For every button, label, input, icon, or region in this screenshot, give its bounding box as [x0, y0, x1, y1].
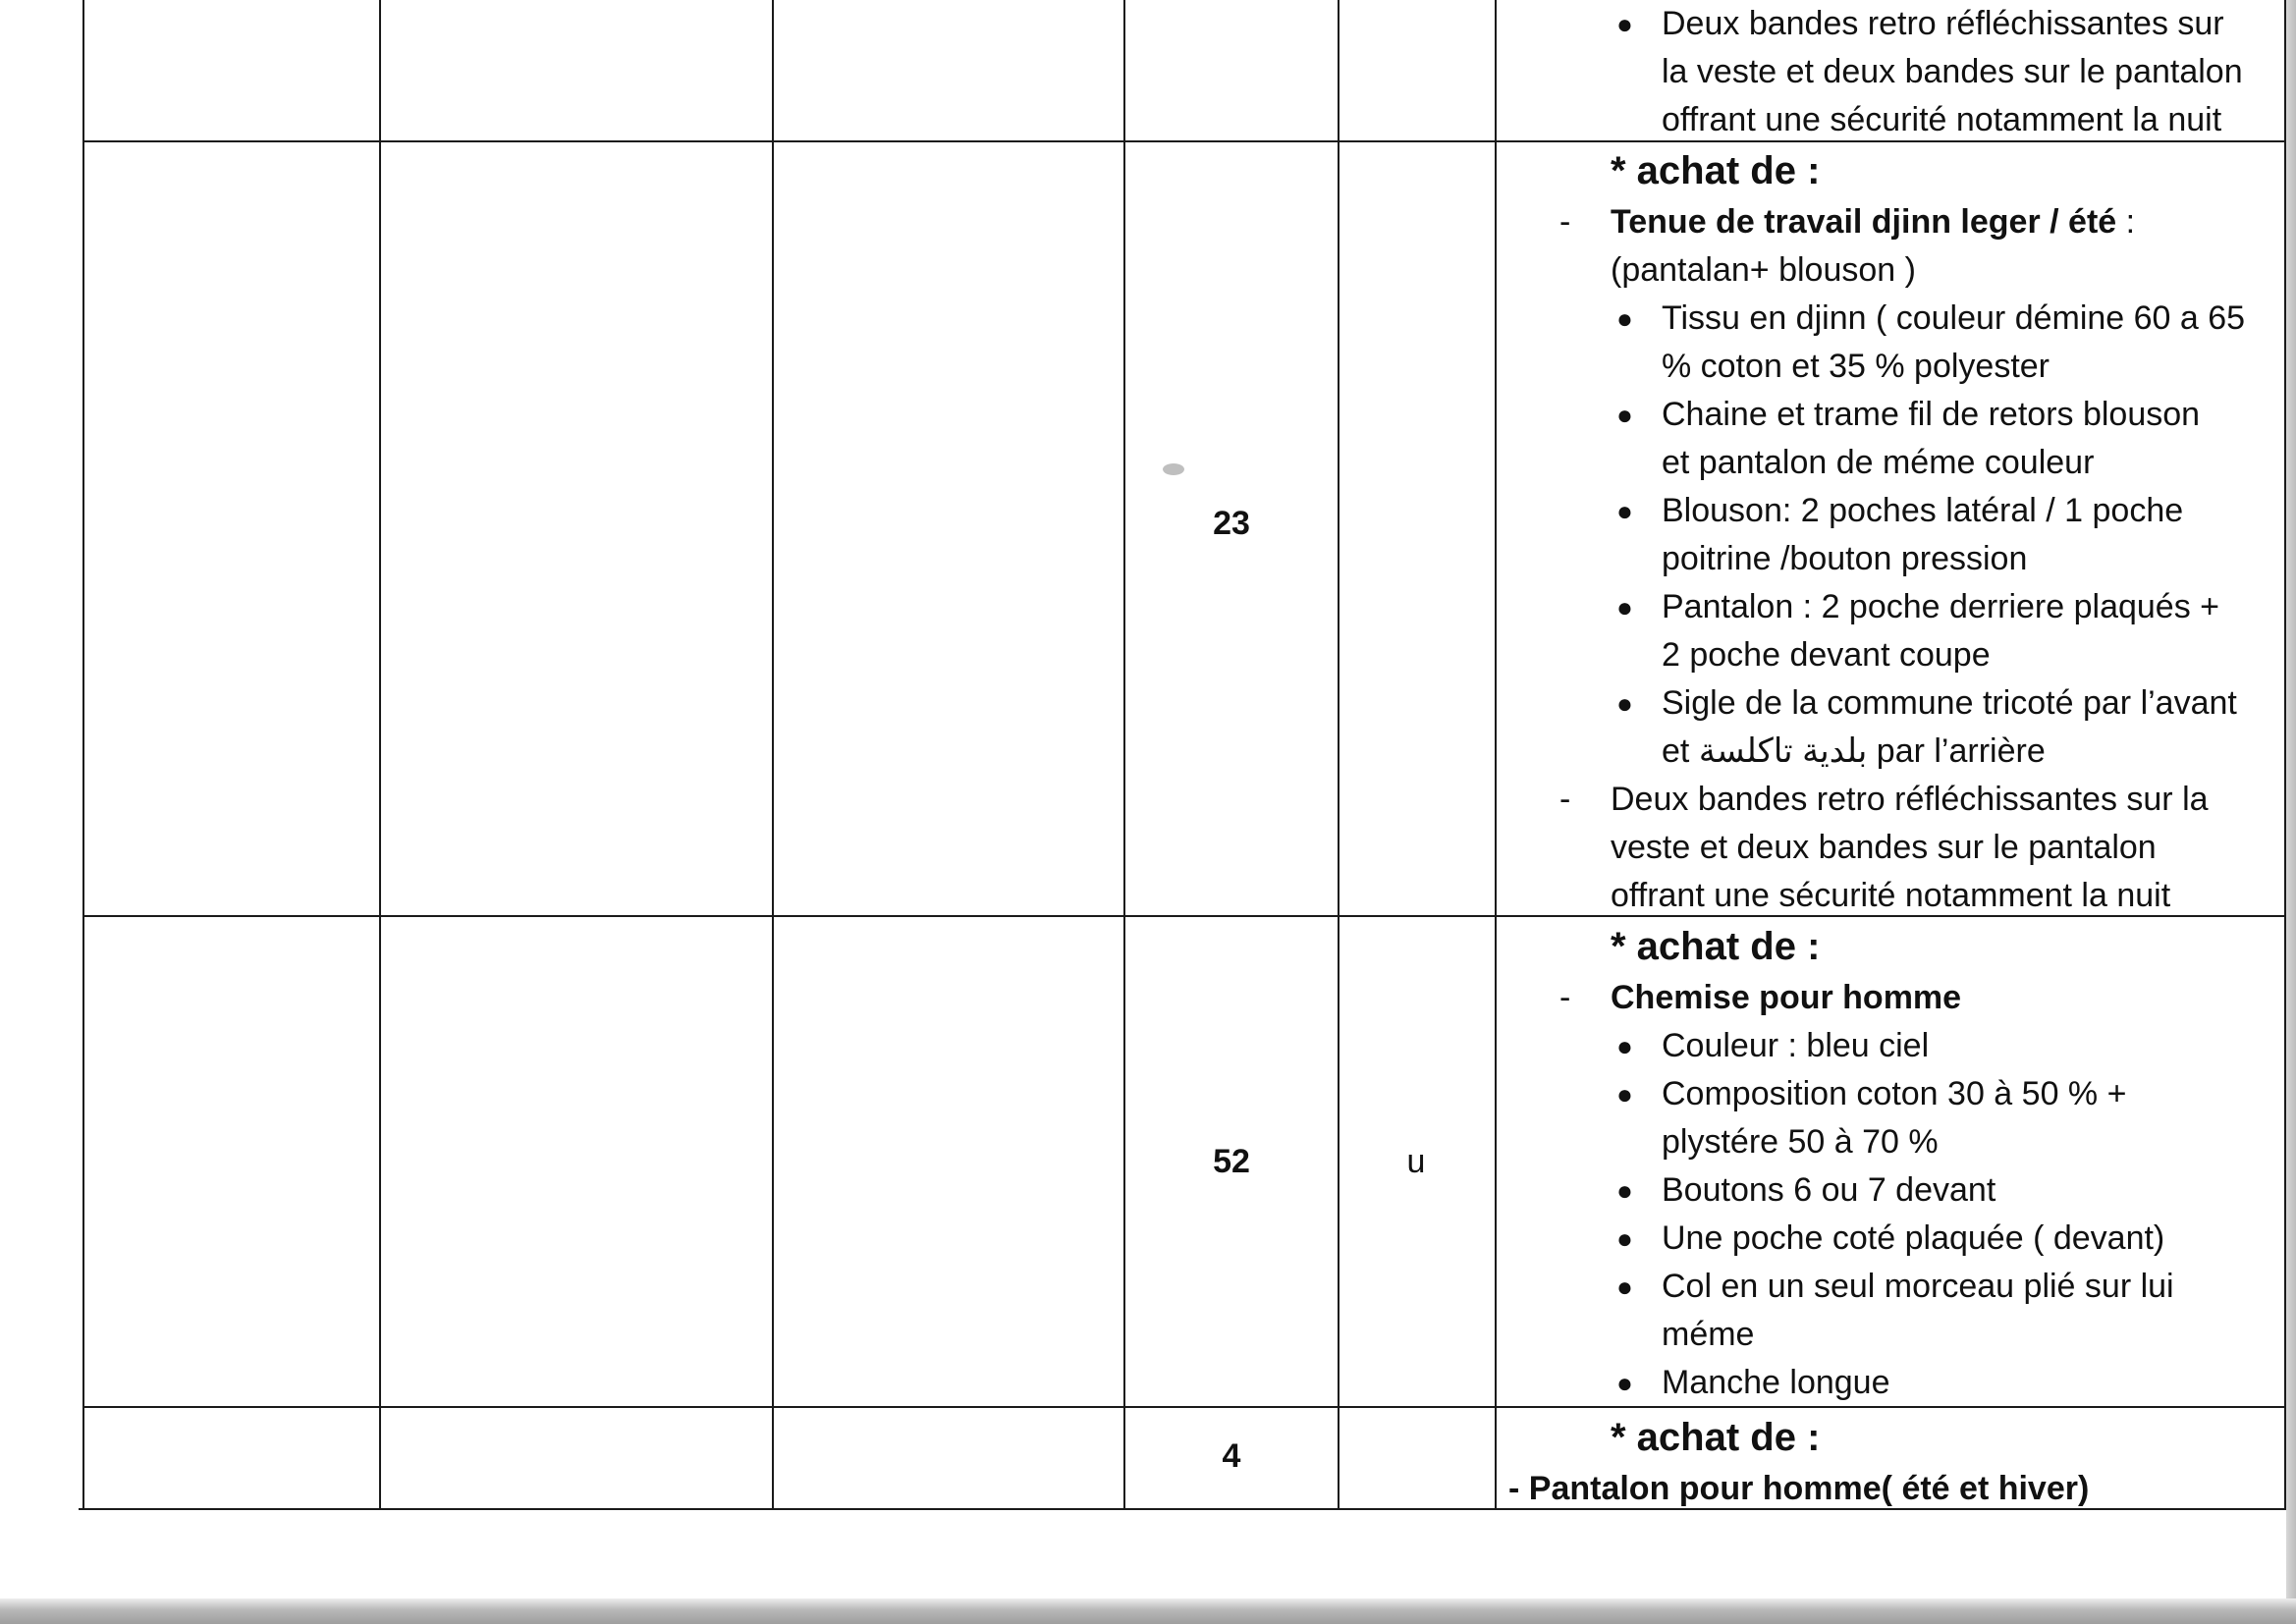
dash-icon: - [1559, 979, 1571, 1016]
bullet-item [1501, 583, 2286, 679]
column-divider [82, 0, 84, 1510]
row-4-description [1501, 1410, 2286, 1513]
dash-item [1501, 198, 2286, 295]
text-line: Chaine et trame fil de retors blouson [1662, 396, 2201, 433]
row-1-description [1501, 0, 2286, 144]
bullet-item [1501, 1359, 2286, 1407]
bullet-item [1501, 0, 2286, 144]
text-line: Tissu en djinn ( couleur démine 60 a 65 [1662, 299, 2246, 337]
item-title: Chemise pour homme [1611, 979, 1962, 1016]
bullet-item [1501, 391, 2286, 487]
bullet-icon: ● [1616, 1368, 1633, 1398]
column-divider [1123, 0, 1125, 1510]
scan-speck [1163, 463, 1184, 475]
column-divider [772, 0, 774, 1510]
text-line: et بلدية تاكلسة par l’arrière [1662, 732, 2046, 770]
column-divider [1495, 0, 1497, 1510]
bullet-icon: ● [1616, 1223, 1633, 1254]
text-line: 2 poche devant coupe [1662, 636, 1991, 674]
bullet-icon: ● [1616, 496, 1633, 526]
text-line: Couleur : bleu ciel [1662, 1027, 1930, 1064]
bullet-icon: ● [1616, 688, 1633, 719]
section-heading: * achat de : [1611, 1416, 1821, 1459]
row-3-description [1501, 919, 2286, 1407]
bullet-icon: ● [1616, 400, 1633, 430]
text-line: Blouson: 2 poches latéral / 1 poche [1662, 492, 2184, 529]
bullet-icon: ● [1616, 592, 1633, 623]
item-title-suffix: : [2116, 203, 2136, 241]
item-title: Tenue de travail djinn leger / été [1611, 203, 2117, 241]
scan-edge-shadow [0, 1598, 2296, 1624]
bullet-icon: ● [1616, 1175, 1633, 1206]
text-line: méme [1662, 1316, 1755, 1353]
text-line: offrant une sécurité notamment la nuit [1611, 877, 2171, 914]
bullet-item [1501, 1263, 2286, 1359]
item-title: - Pantalon pour homme( été et hiver) [1508, 1470, 2090, 1507]
bullet-item [1501, 1215, 2286, 1263]
text-line: veste et deux bandes sur le pantalon [1611, 829, 2157, 866]
bullet-icon: ● [1616, 1031, 1633, 1061]
bullet-icon: ● [1616, 1079, 1633, 1110]
text-line: la veste et deux bandes sur le pantalon [1662, 53, 2243, 90]
bullet-item [1501, 487, 2286, 583]
text-line: % coton et 35 % polyester [1662, 348, 2050, 385]
quantity-cell: 23 [1213, 505, 1250, 542]
unit-cell: u [1406, 1143, 1426, 1180]
bullet-item [1501, 1166, 2286, 1215]
text-line: Composition coton 30 à 50 % + [1662, 1075, 2127, 1112]
column-divider [379, 0, 381, 1510]
dash-icon: - [1559, 781, 1571, 818]
text-line: poitrine /bouton pression [1662, 540, 2028, 577]
bullet-icon: ● [1616, 303, 1633, 334]
column-divider [1338, 0, 1339, 1510]
bullet-item [1501, 295, 2286, 391]
row-2-description [1501, 143, 2286, 920]
dash-item [1501, 974, 2286, 1022]
text-line: Une poche coté plaquée ( devant) [1662, 1219, 2165, 1257]
text-line: Manche longue [1662, 1364, 1890, 1401]
dash-item [1501, 776, 2286, 920]
quantity-cell: 52 [1213, 1143, 1250, 1180]
section-heading: * achat de : [1611, 149, 1821, 192]
text-line: Col en un seul morceau plié sur lui [1662, 1268, 2174, 1305]
text-line: Deux bandes retro réfléchissantes sur [1662, 5, 2224, 42]
text-line: plystére 50 à 70 % [1662, 1123, 1939, 1161]
quantity-cell: 4 [1222, 1437, 1241, 1475]
scan-edge-shadow [2286, 0, 2296, 1624]
text-line: offrant une sécurité notamment la nuit [1662, 101, 2222, 138]
text-line: Pantalon : 2 poche derriere plaqués + [1662, 588, 2220, 625]
text-line: Sigle de la commune tricoté par l’avant [1662, 684, 2237, 722]
bullet-item [1501, 679, 2286, 776]
bullet-item [1501, 1070, 2286, 1166]
text-line: et pantalon de méme couleur [1662, 444, 2095, 481]
bullet-icon: ● [1616, 9, 1633, 39]
item-title-line2: (pantalan+ blouson ) [1611, 251, 1916, 289]
bullet-item [1501, 1022, 2286, 1070]
text-line: Boutons 6 ou 7 devant [1662, 1171, 1996, 1209]
bullet-icon: ● [1616, 1272, 1633, 1302]
section-heading: * achat de : [1611, 925, 1821, 968]
text-line: Deux bandes retro réfléchissantes sur la [1611, 781, 2209, 818]
dash-icon: - [1559, 203, 1571, 241]
